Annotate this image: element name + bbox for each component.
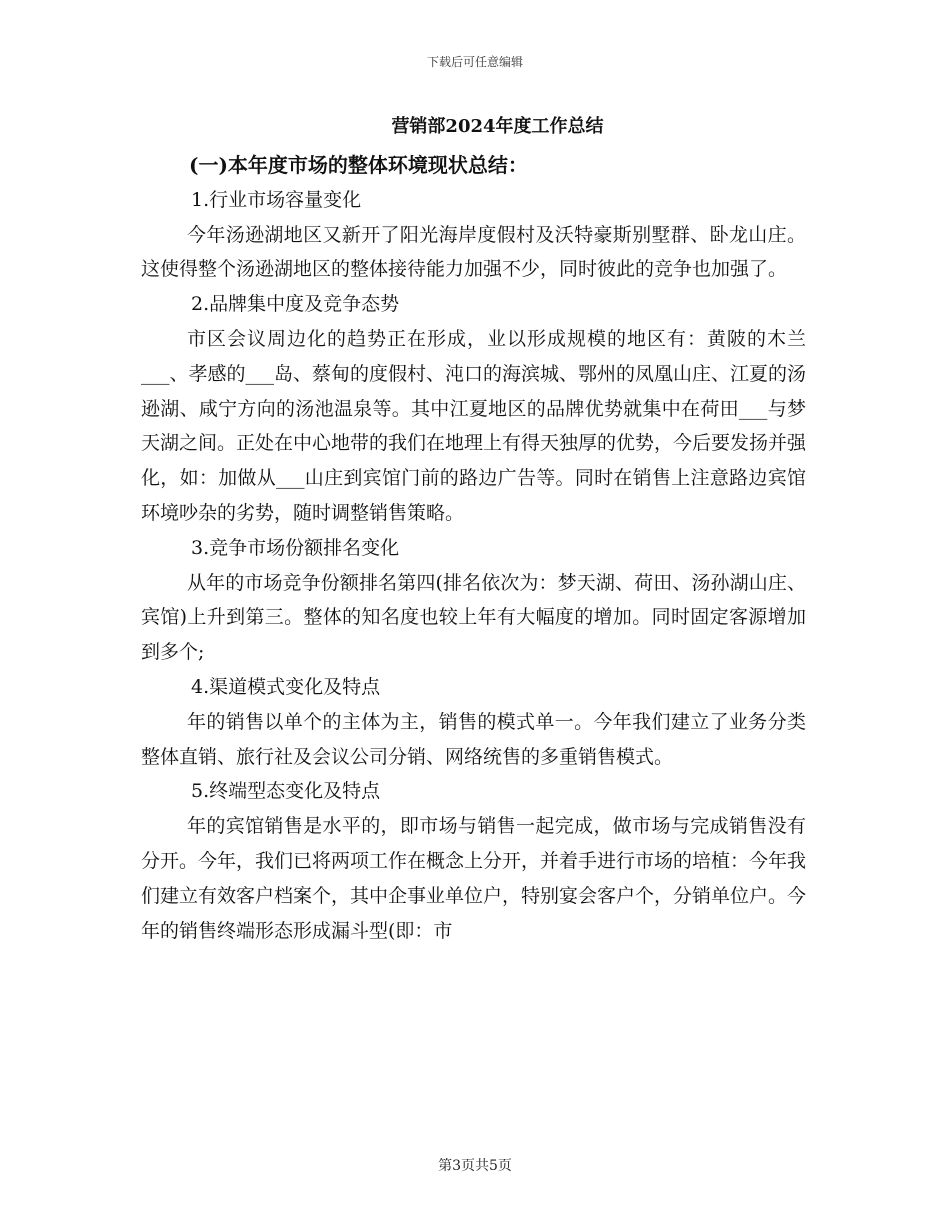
item-paragraph-5: 年的宾馆销售是水平的，即市场与销售一起完成，做市场与完成销售没有分开。今年，我们已将两项工作在概念上分开，并着手进行市场的培植：今年我们建立有效客户档案个，其中企事业单位户，特别宴会客户个，分销单位户。今年的销售终端形态形成漏斗型(即：市 bbox=[141, 815, 807, 942]
item-paragraph-3: 从年的市场竞争份额排名第四(排名依次为：梦天湖、荷田、汤孙湖山庄、宾馆)上升到第三。整体的知名度也较上年有大幅度的增加。同时固定客源增加到多个; bbox=[141, 571, 806, 664]
page-footer-number: 第3页共5页 bbox=[438, 1158, 512, 1174]
item-heading-4: 4.渠道模式变化及特点 bbox=[191, 675, 381, 698]
item-paragraph-2: 市区会议周边化的趋势正在形成，业以形成规模的地区有：黄陂的木兰___、孝感的___岛、蔡甸的度假村、沌口的海滨城、鄂州的凤凰山庄、江夏的汤逊湖、咸宁方向的汤池温泉等。其中江夏地区的品牌优势就集中在荷田___与梦天湖之间。正处在中心地带的我们在地理上有得天独厚的优势，今后要发扬并强化，如：加做从___山庄到宾馆门前的路边广告等。同时在销售上注意路边宾馆环境吵杂的劣势，随时调整销售策略。 bbox=[141, 327, 807, 524]
section-heading: (一)本年度市场的整体环境现状总结： bbox=[189, 153, 528, 177]
item-heading-2: 2.品牌集中度及竞争态势 bbox=[191, 293, 400, 316]
item-paragraph-4: 年的销售以单个的主体为主，销售的模式单一。今年我们建立了业务分类整体直销、旅行社及会议公司分销、网络统售的多重销售模式。 bbox=[141, 710, 806, 768]
item-heading-5: 5.终端型态变化及特点 bbox=[191, 780, 381, 803]
document-body bbox=[141, 148, 806, 948]
item-heading-3: 3.竞争市场份额排名变化 bbox=[191, 536, 400, 559]
item-heading-1: 1.行业市场容量变化 bbox=[191, 188, 362, 211]
item-paragraph-1: 今年汤逊湖地区又新开了阳光海岸度假村及沃特豪斯别墅群、卧龙山庄。这使得整个汤逊湖地区的整体接待能力加强不少，同时彼此的竞争也加强了。 bbox=[141, 223, 806, 281]
document-title: 营销部2024年度工作总结 bbox=[391, 116, 604, 137]
page-header-note: 下载后可任意编辑 bbox=[426, 55, 523, 69]
